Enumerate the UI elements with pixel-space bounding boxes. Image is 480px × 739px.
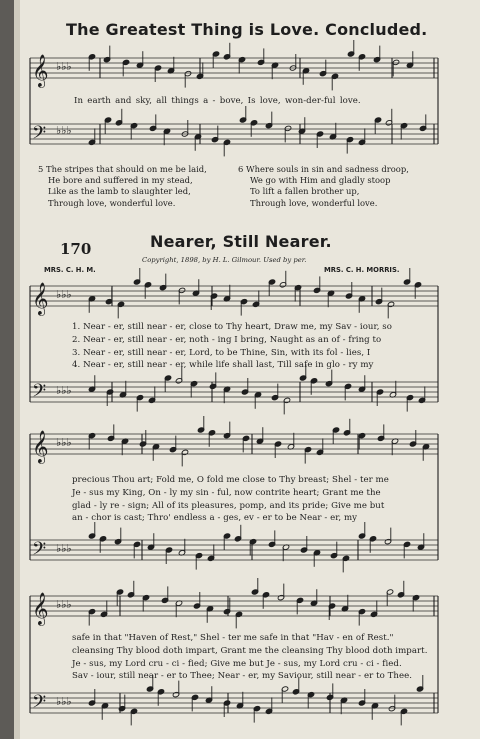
verse5-line-1: 5 The stripes that should on me be laid, bbox=[38, 164, 207, 174]
s1-verse-3: 3. Near - er, still near - er, Lord, to be Thine, Sin, with its fol - lies, I bbox=[72, 347, 371, 358]
system-3-lyrics bbox=[72, 632, 427, 683]
verse5-line-3: Like as the lamb to slaughter led, bbox=[48, 186, 191, 197]
svg-text:♭♭♭: ♭♭♭ bbox=[56, 384, 72, 397]
hymn-title: Nearer, Still Nearer. bbox=[150, 232, 332, 251]
svg-text:♭♭♭: ♭♭♭ bbox=[56, 598, 72, 611]
s3-verse-1: safe in that "Haven of Rest," Shel - ter me safe in that "Hav - en of Rest." bbox=[72, 633, 394, 643]
svg-text:𝄞: 𝄞 bbox=[32, 282, 49, 315]
verse5-line-2: He bore and suffered in my stead, bbox=[48, 175, 193, 186]
verse6-line-1: 6 Where souls in sin and sadness droop, bbox=[238, 164, 409, 174]
music-author: MRS. C. H. MORRIS. bbox=[324, 266, 400, 274]
words-author: MRS. C. H. M. bbox=[44, 266, 96, 274]
note-heads bbox=[88, 40, 429, 725]
top-refrain-lyric: In earth and sky, all things a - bove, Is love, won-der-ful love. bbox=[74, 96, 361, 106]
s2-bass-staff bbox=[30, 540, 438, 560]
s2-verse-3: glad - ly re - sign; All of its pleasures, pomp, and its pride; Give me but bbox=[72, 500, 385, 511]
svg-text:♭♭♭: ♭♭♭ bbox=[56, 124, 72, 137]
s3-verse-3: Je - sus, my Lord cru - ci - fied; Give me but Je - sus, my Lord cru - ci - fied. bbox=[72, 658, 402, 669]
svg-text:♭♭♭: ♭♭♭ bbox=[56, 436, 72, 449]
svg-text:𝄞: 𝄞 bbox=[32, 54, 49, 87]
system-1-lyrics bbox=[72, 321, 392, 372]
verse6-line-3: To lift a fallen brother up, bbox=[250, 186, 360, 197]
hymn-number: 170 bbox=[60, 240, 92, 258]
s1-verse-4: 4. Near - er, still near - er, while life shall last, Till safe in glo - ry my bbox=[72, 360, 374, 371]
key-signatures bbox=[56, 60, 72, 708]
s2-verse-1: precious Thou art; Fold me, O fold me close to Thy breast; Shel - ter me bbox=[72, 475, 389, 485]
svg-text:𝄢: 𝄢 bbox=[32, 123, 47, 148]
verse6-line-2: We go with Him and gladly stoop bbox=[250, 175, 391, 186]
s2-verse-2: Je - sus my King, On - ly my sin - ful, now contrite heart; Grant me the bbox=[72, 487, 381, 498]
svg-text:♭♭♭: ♭♭♭ bbox=[56, 542, 72, 555]
svg-text:♭♭♭: ♭♭♭ bbox=[56, 288, 72, 301]
clefs bbox=[32, 54, 49, 717]
svg-text:♭♭♭: ♭♭♭ bbox=[56, 60, 72, 73]
top-verse-6 bbox=[238, 164, 409, 209]
system-2-lyrics bbox=[72, 474, 389, 525]
top-hymn-title: The Greatest Thing is Love. Concluded. bbox=[66, 20, 428, 39]
svg-text:𝄢: 𝄢 bbox=[32, 692, 47, 717]
top-verse-5 bbox=[38, 164, 207, 209]
svg-text:♭♭♭: ♭♭♭ bbox=[56, 695, 72, 708]
s3-verse-2: cleansing Thy blood doth impart, Grant me the cleansing Thy blood doth impart. bbox=[72, 645, 428, 656]
s2-verse-4: an - chor is cast; Thro' endless a - ges, ev - er to be Near - er, my bbox=[72, 513, 358, 524]
s1-verse-1: 1. Near - er, still near - er, close to Thy heart, Draw me, my Sav - iour, so bbox=[72, 322, 392, 332]
verse5-line-4: Through love, wonderful love. bbox=[48, 197, 176, 208]
svg-text:𝄞: 𝄞 bbox=[32, 592, 49, 625]
svg-text:𝄢: 𝄢 bbox=[32, 381, 47, 406]
copyright-note: Copyright, 1898, by H. L. Gilmour. Used by per. bbox=[142, 256, 307, 264]
verse6-line-4: Through love, wonderful love. bbox=[250, 197, 378, 208]
svg-text:𝄢: 𝄢 bbox=[32, 539, 47, 564]
s1-verse-2: 2. Near - er, still near - er, noth - ing I bring, Naught as an of - fring to bbox=[72, 334, 382, 345]
svg-text:𝄞: 𝄞 bbox=[32, 430, 49, 463]
s3-verse-4: Sav - iour, still near - er to Thee; Near - er, my Saviour, still near - er to Thee. bbox=[72, 671, 413, 682]
